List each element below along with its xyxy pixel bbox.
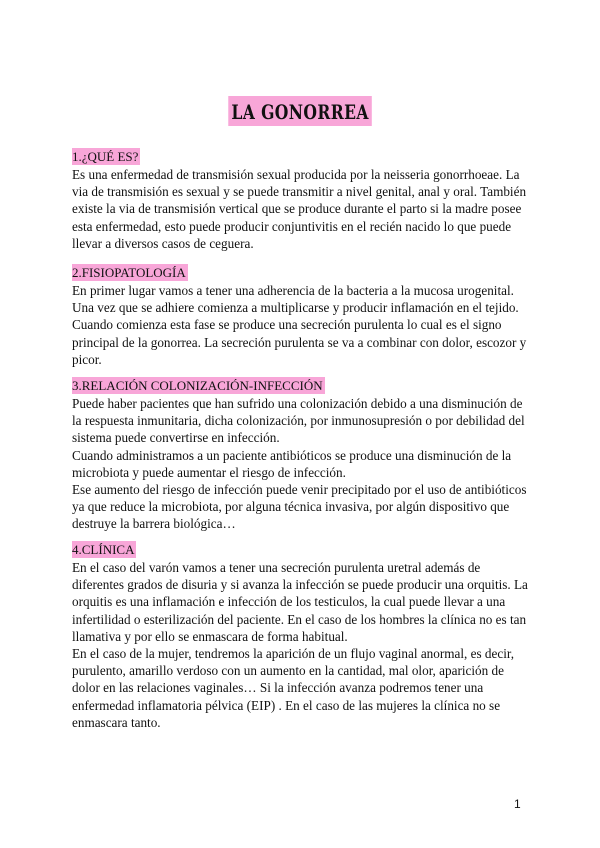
section-heading: 1.¿QUÉ ES? <box>72 149 139 164</box>
paragraph: Ese aumento del riesgo de infección puede venir precipitado por el uso de antibióticos ya que reduce la microbiota, por alguna técnica invasiva, por algún dispositivo que destruye la barrera biológica… <box>72 482 527 532</box>
section-body <box>72 559 532 731</box>
section-relacion-colonizacion-infeccion <box>72 377 532 533</box>
document-title: LA GONORREA <box>228 96 372 126</box>
paragraph: En primer lugar vamos a tener una adherencia de la bacteria a la mucosa urogenital. Una vez que se adhiere comienza a multiplicarse y producir inflamación en el tejido. Cuando comienza esta fase se produce una secreción purulenta lo cual es el signo principal de la gonorrea. La secreción purulenta se va a combinar con dolor, escozor y picor. <box>72 283 527 367</box>
title-container <box>0 96 600 126</box>
section-heading: 2.FISIOPATOLOGÍA <box>72 265 186 280</box>
page-number: 1 <box>514 797 521 811</box>
paragraph: En el caso de la mujer, tendremos la aparición de un flujo vaginal anormal, es decir, purulento, amarillo verdoso con un aumento en la cantidad, mal olor, aparición de dolor en las relaciones vaginales… Si la infección avanza podremos tener una enfermedad inflamatoria pélvica (EIP) . En el caso de las mujeres la clínica no se enmascara tanto. <box>72 646 515 730</box>
paragraph: Puede haber pacientes que han sufrido una colonización debido a una disminución de la respuesta inmunitaria, dicha colonización, por inmunosupresión o por debilidad del sistema puede convertirse en infección. <box>72 396 525 446</box>
section-heading: 3.RELACIÓN COLONIZACIÓN-INFECCIÓN <box>72 378 323 393</box>
section-body <box>72 166 532 252</box>
section-clinica <box>72 541 532 731</box>
paragraph: En el caso del varón vamos a tener una secreción purulenta uretral además de diferentes grados de disuria y si avanza la infección se puede producir una orquitis. La orquitis es una inflamación e infección de los testiculos, la cual puede llevar a una infertilidad o esterilización del paciente. En el caso de los hombres la clínica no es tan llamativa y por ello se enmascara de forma habitual. <box>72 560 528 644</box>
paragraph: Cuando administramos a un paciente antibióticos se produce una disminución de la microbiota y puede aumentar el riesgo de infección. <box>72 447 512 480</box>
section-body <box>72 282 532 368</box>
paragraph: Es una enfermedad de transmisión sexual producida por la neisseria gonorrhoeae. La via de transmisión es sexual y se puede transmitir a nivel genital, anal y oral. También existe la via de transmisión vertical que se produce durante el parto si la madre posee esta enfermedad, esto puede producir conjuntivitis en el recién nacido lo que puede llevar a diversos casos de ceguera. <box>72 167 527 251</box>
section-que-es <box>72 148 532 252</box>
section-heading: 4.CLÍNICA <box>72 542 135 557</box>
section-fisiopatologia <box>72 264 532 368</box>
section-body <box>72 395 532 533</box>
